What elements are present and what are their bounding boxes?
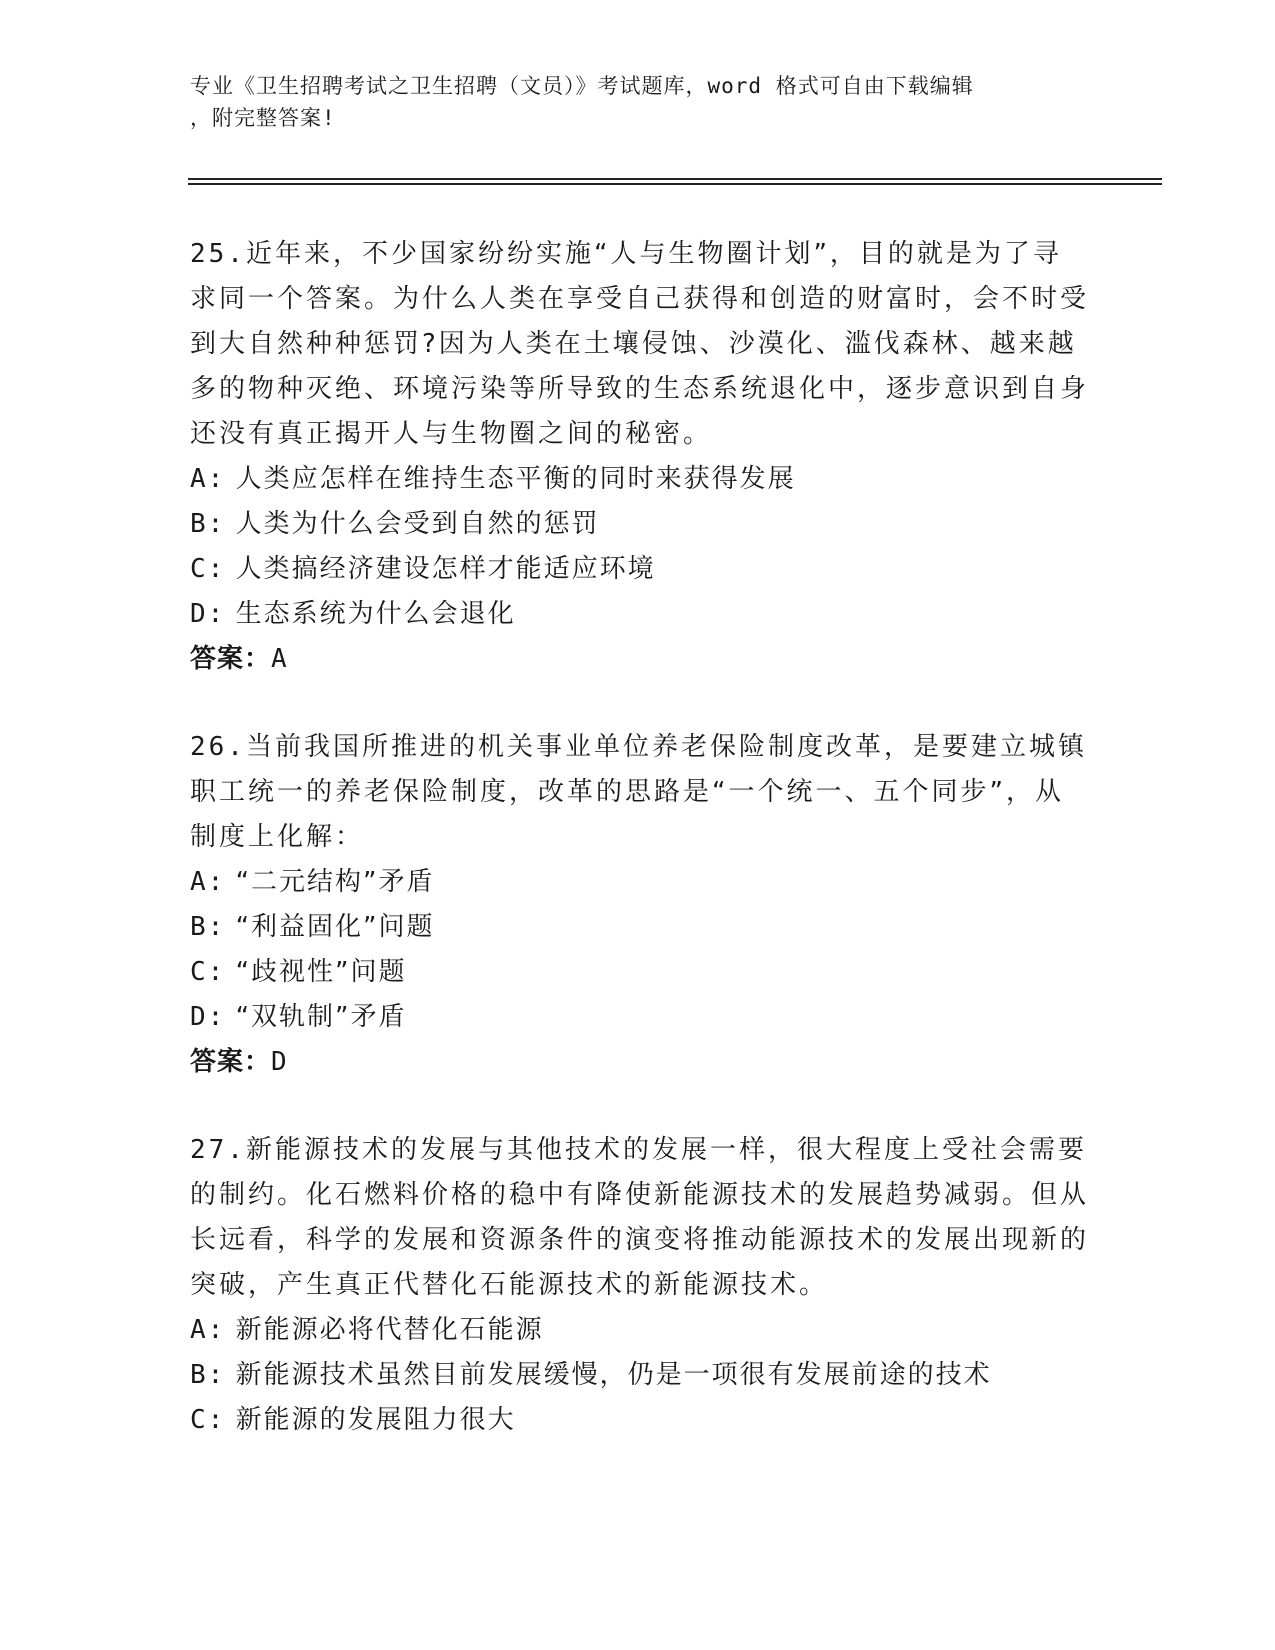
- header-divider-top: [188, 178, 1162, 180]
- option-key: A:: [190, 1315, 226, 1345]
- option-key: B:: [190, 912, 226, 942]
- option-text: 新能源必将代替化石能源: [235, 1315, 544, 1345]
- option-a: [190, 1308, 1090, 1353]
- question-text: 近年来，不少国家纷纷实施“人与生物圈计划”，目的就是为了寻求同一个答案。为什么人类在享受自己获得和创造的财富时，会不时受到大自然种种惩罚?因为人类在土壤侵蚀、沙漠化、滥伐森林、越来越多的物种灭绝、环境污染等所导致的生态系统退化中，逐步意识到自身还没有真正揭开人与生物圈之间的秘密。: [190, 239, 1090, 449]
- answer-value: D: [271, 1047, 288, 1077]
- option-text: 人类应怎样在维持生态平衡的同时来获得发展: [235, 464, 796, 494]
- option-d: [190, 995, 1090, 1040]
- answer-value: A: [271, 644, 288, 674]
- question-number: 27.: [190, 1135, 246, 1165]
- option-b: [190, 502, 1090, 547]
- option-b: [190, 1353, 1090, 1398]
- option-key: A:: [190, 867, 226, 897]
- answer-label: 答案：: [190, 644, 272, 674]
- option-text: 人类为什么会受到自然的惩罚: [235, 509, 600, 539]
- question-stem: [190, 232, 1090, 457]
- option-key: D:: [190, 599, 226, 629]
- option-a: [190, 860, 1090, 905]
- question-stem: [190, 1128, 1090, 1308]
- question-27: [190, 1128, 1090, 1443]
- option-key: B:: [190, 1360, 226, 1390]
- option-text: “二元结构”矛盾: [235, 867, 435, 897]
- question-26: [190, 725, 1090, 1085]
- option-text: 新能源的发展阻力很大: [235, 1405, 516, 1435]
- option-c: [190, 547, 1090, 592]
- option-d: [190, 592, 1090, 637]
- header-line-1: 专业《卫生招聘考试之卫生招聘（文员）》考试题库，word 格式可自由下载编辑: [190, 74, 974, 98]
- option-key: C:: [190, 554, 226, 584]
- option-text: “双轨制”矛盾: [235, 1002, 407, 1032]
- question-text: 新能源技术的发展与其他技术的发展一样，很大程度上受社会需要的制约。化石燃料价格的稳中有降使新能源技术的发展趋势减弱。但从长远看，科学的发展和资源条件的演变将推动能源技术的发展出现新的突破，产生真正代替化石能源技术的新能源技术。: [190, 1135, 1090, 1300]
- option-text: 人类搞经济建设怎样才能适应环境: [235, 554, 656, 584]
- answer-line: [190, 1040, 1090, 1085]
- option-key: C:: [190, 1405, 226, 1435]
- option-b: [190, 905, 1090, 950]
- question-number: 25.: [190, 239, 246, 269]
- option-text: 新能源技术虽然目前发展缓慢，仍是一项很有发展前途的技术: [235, 1360, 992, 1390]
- option-text: “歧视性”问题: [235, 957, 407, 987]
- header-line-2: ，附完整答案!: [190, 106, 336, 130]
- question-stem: [190, 725, 1090, 860]
- option-text: “利益固化”问题: [235, 912, 435, 942]
- option-key: C:: [190, 957, 226, 987]
- answer-line: [190, 637, 1090, 682]
- option-text: 生态系统为什么会退化: [235, 599, 516, 629]
- question-text: 当前我国所推进的机关事业单位养老保险制度改革，是要建立城镇职工统一的养老保险制度，改革的思路是“一个统一、五个同步”，从制度上化解：: [190, 732, 1087, 852]
- option-c: [190, 1398, 1090, 1443]
- document-header: [190, 70, 1090, 134]
- header-divider-bottom: [188, 183, 1162, 185]
- option-key: D:: [190, 1002, 226, 1032]
- option-key: B:: [190, 509, 226, 539]
- option-a: [190, 457, 1090, 502]
- option-key: A:: [190, 464, 226, 494]
- option-c: [190, 950, 1090, 995]
- question-number: 26.: [190, 732, 246, 762]
- answer-label: 答案：: [190, 1047, 272, 1077]
- question-25: [190, 232, 1090, 682]
